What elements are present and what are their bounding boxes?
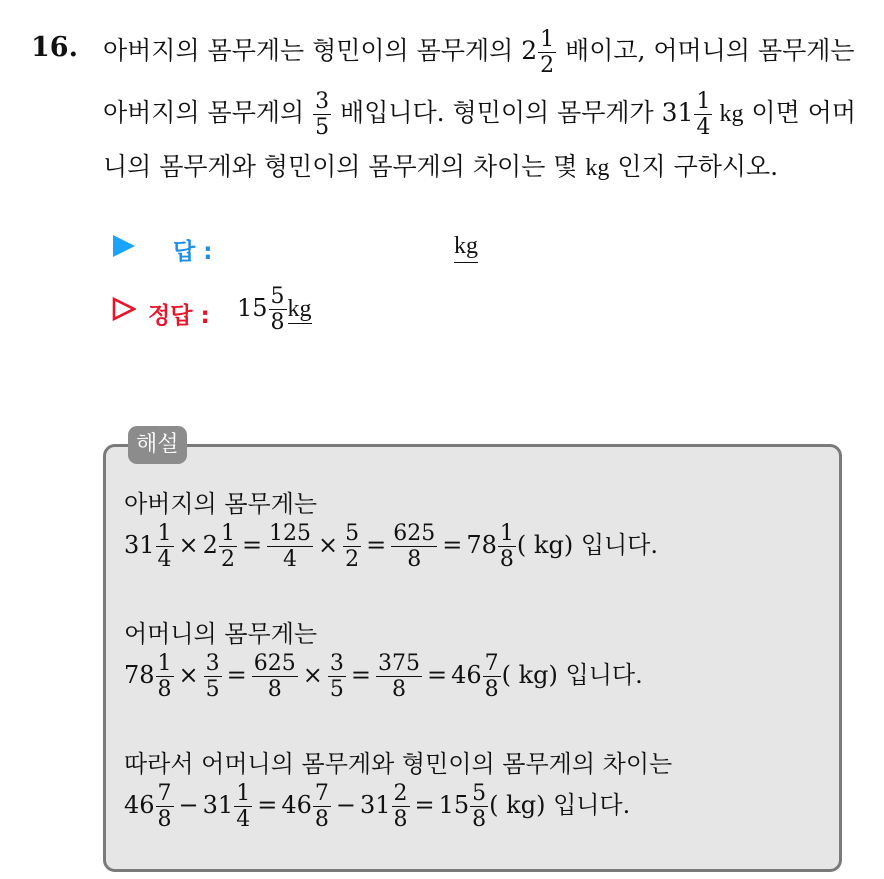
mixed-fraction: 31 $\frac{1}{4}$ <box>661 89 711 141</box>
question-text: 이면 어머 <box>743 98 856 128</box>
answer-label: 답 : <box>173 239 213 265</box>
explanation-paragraph-1: 아버지의 몸무게는 <box>124 490 318 518</box>
explanation-paragraph-3: 따라서 어머니의 몸무게와 형민이의 몸무게의 차이는 <box>124 750 673 778</box>
fraction: $\frac{3}{5}$ <box>315 89 330 141</box>
correct-answer-value: 15 $\frac{5}{8}$ kg <box>237 284 312 336</box>
equation-1: 31 $\frac{1}{4}$ × 2 $\frac{1}{2}$ = $\frac{125}{4}$ × $\frac{5}{2}$ = $\frac{625}{8}$ = 78 $\frac{1}{8}$ ( kg) 입니다. <box>124 521 658 573</box>
question-number: 16. <box>31 32 78 63</box>
question-line-3 <box>103 154 778 180</box>
question-text: 니의 몸무게와 형민이의 몸무게의 차이는 몇 <box>103 152 586 181</box>
outline-arrow-icon <box>112 297 136 321</box>
answer-blank[interactable]: kg <box>454 233 478 263</box>
play-arrow-icon <box>113 235 135 257</box>
explanation-paragraph-2: 어머니의 몸무게는 <box>124 620 318 648</box>
correct-answer-label: 정답 : <box>148 303 210 329</box>
equation-2: 78 $\frac{1}{8}$ × $\frac{3}{5}$ = $\frac{625}{8}$ × $\frac{3}{5}$ = $\frac{375}{8}$ = 46 $\frac{7}{8}$ ( kg) 입니다. <box>124 651 643 703</box>
question-line-2 <box>103 90 856 139</box>
mixed-fraction: 2 $\frac{1}{2}$ <box>521 27 555 79</box>
question-text: 아버지의 몸무게는 형민이의 몸무게의 <box>103 36 522 66</box>
question-text: 아버지의 몸무게의 <box>103 98 313 128</box>
equation-3: 46 $\frac{7}{8}$ − 31 $\frac{1}{4}$ = 46 $\frac{7}{8}$ − 31 $\frac{2}{8}$ = 15 $\frac{5}{8}$ ( kg) 입니다. <box>124 781 631 833</box>
unit: kg <box>585 155 610 181</box>
explanation-tab: 해설 <box>128 426 187 464</box>
unit: kg <box>713 101 744 128</box>
question-line-1 <box>103 28 855 77</box>
question-text: 배이고, 어머니의 몸무게는 <box>557 36 855 66</box>
question-text: 배입니다. 형민이의 몸무게가 <box>332 98 662 128</box>
question-text: 인지 구하시오. <box>609 152 779 181</box>
